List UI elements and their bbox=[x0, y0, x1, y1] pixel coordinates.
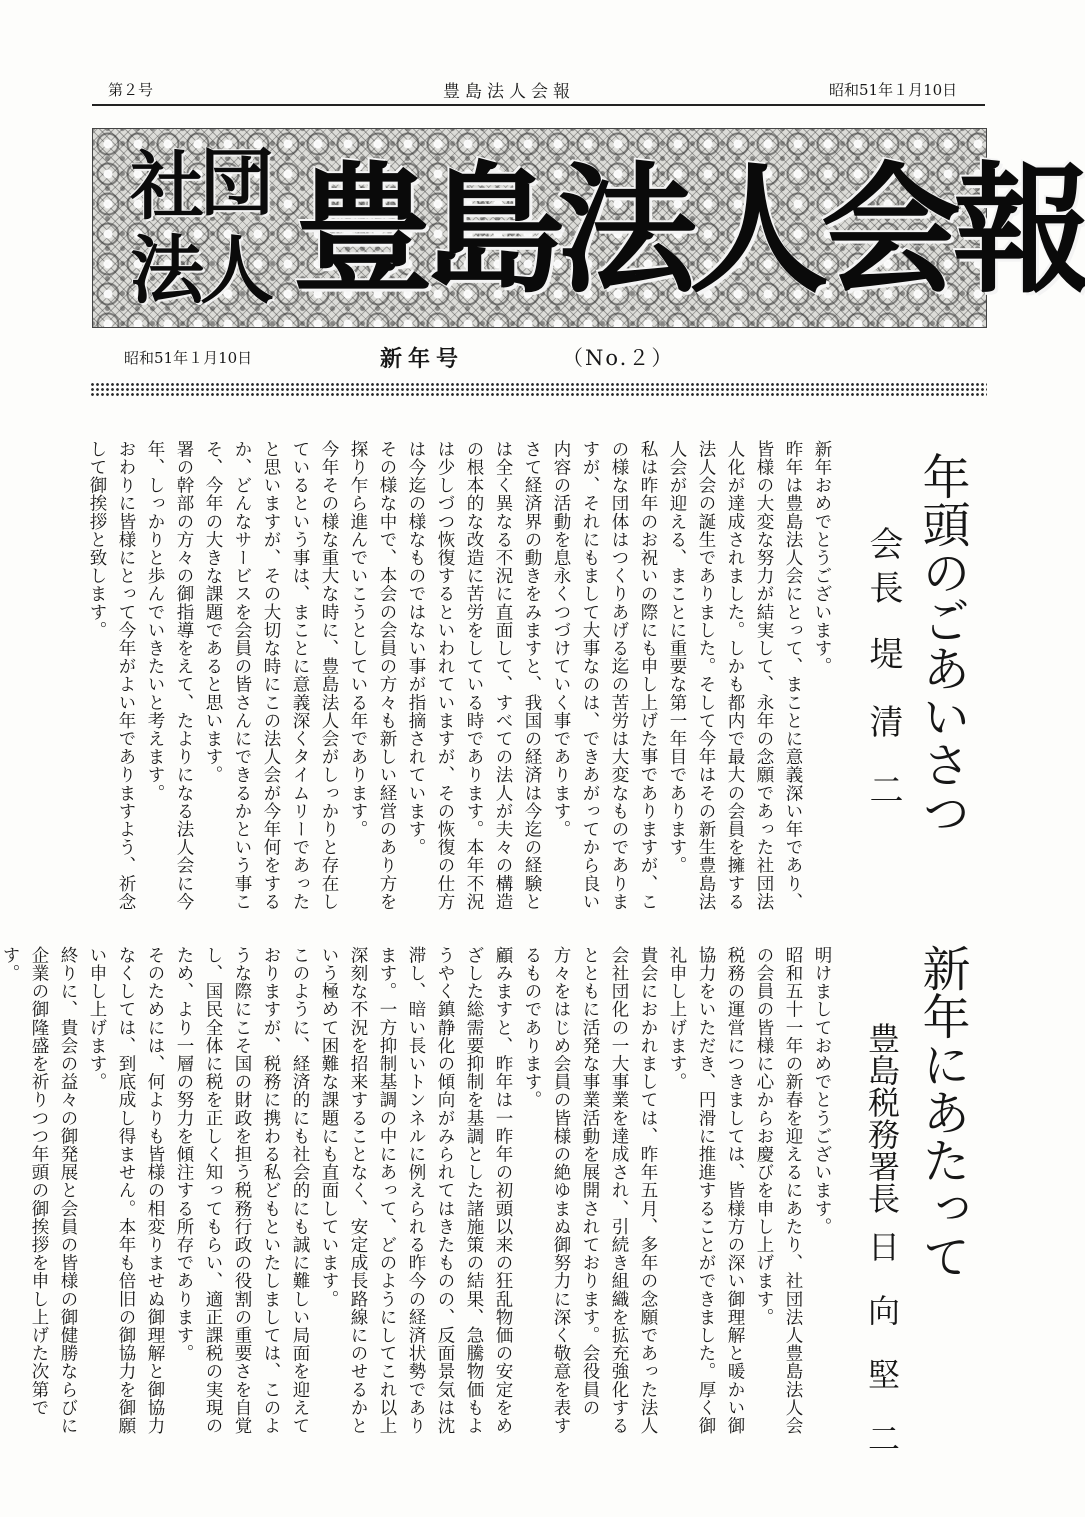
paragraph: そのためには、何よりも皆様の相変りませぬ御理解と御協力なくしては、到底成し得ません。本年も倍旧の御協力を御願い申し上げます。 bbox=[87, 946, 165, 1435]
paragraph: 終りに、貴会の益々の御発展と会員の皆様の御健勝ならびに企業の御隆盛を祈りつつ年頭の御挨拶を申し上げた次第です。 bbox=[0, 946, 78, 1435]
masthead-char-4: 人 bbox=[200, 228, 274, 314]
paragraph: 昨年は豊島法人会にとって、まことに意義深い年であり、皆様の大変な努力が結実して、永年の念願であった社団法人化が達成されました。しかも都内で最大の会員を擁する法人会の誕生でありました。そして今年はその新生豊島法人会が迎える、まことに重要な第一年目であります。 bbox=[667, 440, 803, 911]
article1-title: 年頭のごあいさつ bbox=[914, 452, 970, 836]
paragraph: その様な中で、本会の会員の方々も新しい経営のあり方を探り乍ら進んでいこうとしている年であります。 bbox=[348, 440, 397, 911]
paragraph: 明けましておめでとうございます。 bbox=[812, 946, 832, 1236]
paragraph: 税務の運営につきましては、皆様方の深い御理解と暖かい御協力をいただき、円滑に推進することができました。厚く御礼申し上げます。 bbox=[667, 946, 745, 1435]
paragraph: さて経済界の動きをみますと、我国の経済は今迄の経験とは全く異なる不況に直面して、すべての法人が夫々の構造の根本的な改造に苦労をしている時であります。本年不況は少しづつ恢復するといわれていますが、その恢復の仕方は今迄の様なものではない事が指摘されています。 bbox=[406, 440, 542, 911]
header-date: 昭和51年１月10日 bbox=[829, 81, 958, 99]
dotted-border bbox=[90, 382, 987, 398]
header-paper-name: 豊島法人会報 bbox=[443, 82, 575, 102]
paragraph: 昭和五十一年の新春を迎えるにあたり、社団法人豊島法人会の会員の皆様に心からお慶びを申し上げます。 bbox=[754, 946, 803, 1435]
article1-author-name: 堤 清 二 bbox=[863, 636, 903, 806]
masthead-char-2: 団 bbox=[200, 140, 274, 226]
article2-author-name: 日 向 堅 二 bbox=[863, 1230, 901, 1454]
article2-title: 新年にあたって bbox=[914, 944, 970, 1280]
paragraph: 顧みますと、昨年は一昨年の初頭以来の狂乱物価の安定をめざした総需要抑制を基調とした諸施策の結果、急騰物価もようやく鎮静化の傾向がみられてはきたものの、反面景気は沈滞し、暗い長いトンネルに例えられる昨今の経済状勢であります。一方抑制基調の中にあって、どのようにしてこれ以上深刻な不況を招来することなく、安定成長路線にのせるかという極めて困難な課題にも直面しています。 bbox=[319, 946, 513, 1435]
masthead-char-1: 社 bbox=[130, 144, 204, 230]
masthead-char-3: 法 bbox=[130, 228, 204, 314]
header-rule bbox=[92, 104, 985, 106]
article1-author-role: 会長 bbox=[863, 526, 903, 614]
article1-body bbox=[87, 440, 836, 915]
issue-label: 新年号 bbox=[380, 346, 465, 372]
paragraph: 私は昨年のお祝いの際にも申し上げた事でありますが、この様な団体はつくりあげる迄の苦労は大変なものでありますが、それにもまして大事なのは、できあがってから良い内容の活動を息永くつづけていく事であります。 bbox=[551, 440, 658, 911]
issue-no: （No.２） bbox=[562, 346, 675, 370]
paragraph: 今年その様な重大な時に、豊島法人会がしっかりと存在しているという事は、まことに意義深くタイムリーであったと思いますが、その大切な時にこの法人会が今年何をするか、どんなサービスを会員の皆さんにできるかという事こそ、今年の大きな課題であると思います。 bbox=[203, 440, 339, 911]
paragraph: このように、経済的にも社会的にも誠に難しい局面を迎えておりますが、税務に携わる私どもといたしましては、このような際にこそ国の財政を担う税務行政の役割の重要さを自覚し、国民全体に税を正しく知ってもらい、適正課税の実現のため、より一層の努力を傾注する所存であります。 bbox=[174, 946, 310, 1435]
masthead bbox=[92, 128, 1085, 328]
article2-body bbox=[0, 946, 836, 1441]
paragraph: 新年おめでとうございます。 bbox=[812, 440, 832, 676]
paragraph: 署の幹部の方々の御指導をえて、たよりになる法人会に今年、しっかりと歩んでいきたいと考えます。 bbox=[145, 440, 194, 911]
issue-number: 第２号 bbox=[108, 81, 154, 99]
article2-author-role: 豊島税務署長 bbox=[863, 1022, 901, 1214]
masthead-title: 豊島法人会報 bbox=[293, 149, 1085, 313]
paragraph: おわりに皆様にとって今年がよい年でありますよう、祈念して御挨拶と致します。 bbox=[87, 440, 136, 911]
paragraph: 貴会におかれましては、昨年五月、多年の念願であった法人会社団化の一大事業を達成され、引続き組織を拡充強化するとともに活発な事業活動を展開されております。会役員の方々をはじめ会員の皆様の絶ゆまぬ御努力に深く敬意を表するものであります。 bbox=[522, 946, 658, 1435]
issue-date: 昭和51年１月10日 bbox=[124, 349, 253, 367]
